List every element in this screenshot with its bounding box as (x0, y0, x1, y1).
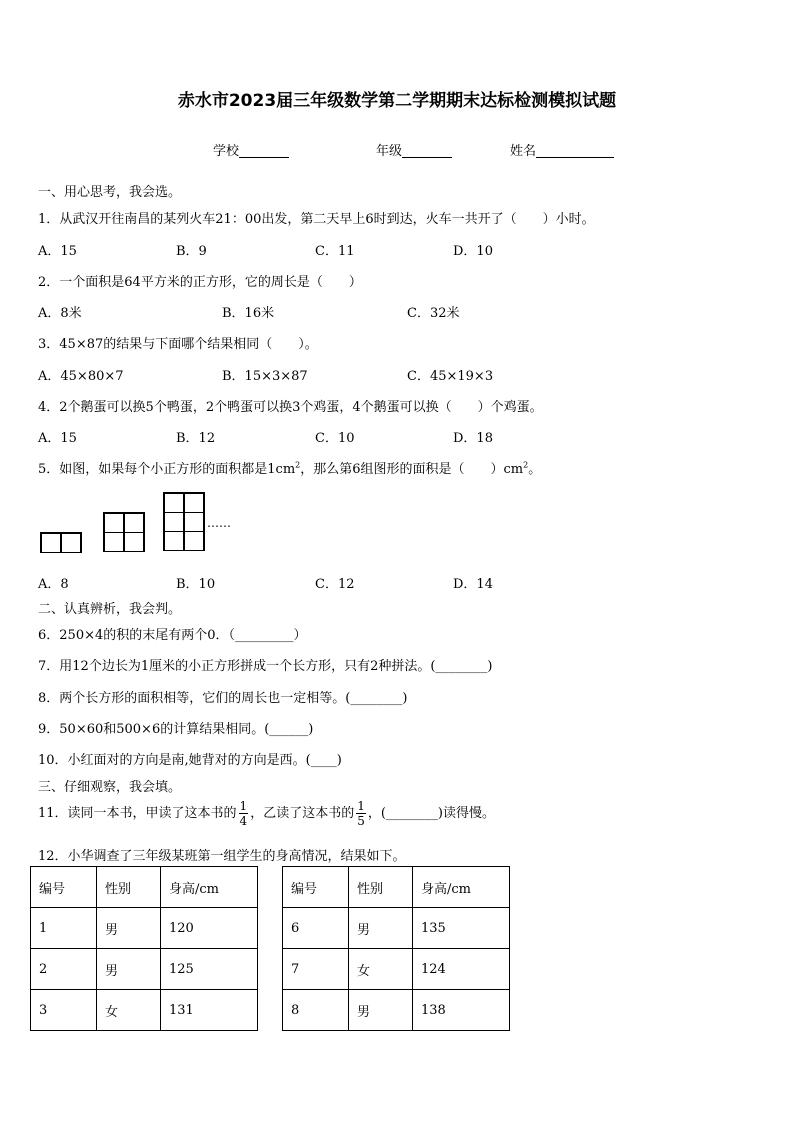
header-number: 编号 (31, 867, 97, 908)
q3-option-b: B．15×3×87 (222, 369, 308, 384)
grade-field (376, 140, 452, 159)
name-blank[interactable] (536, 143, 614, 158)
figure-group-2 (103, 512, 145, 552)
q11-text-a: 11．读同一本书，甲读了这本书的 (38, 806, 237, 821)
grade-label: 年级 (376, 144, 403, 159)
question-5 (38, 458, 541, 477)
q4-option-a: A．15 (38, 431, 77, 446)
q1-option-d: D．10 (453, 244, 493, 259)
school-field (213, 140, 289, 159)
q5-option-d: D．14 (453, 577, 493, 592)
header-height: 身高/cm (161, 867, 258, 908)
height-table-left (30, 866, 258, 1031)
question-10: 10．小红面对的方向是南,她背对的方向是西。(____) (38, 753, 342, 768)
table-row: 1 男 120 (31, 908, 258, 949)
q2-option-c: C．32米 (407, 306, 460, 321)
question-11 (38, 796, 495, 832)
table-row: 7 女 124 (283, 949, 510, 990)
school-label: 学校 (213, 144, 240, 159)
q1-option-b: B．9 (176, 244, 207, 259)
q11-text-c: ，(________)读得慢。 (367, 806, 495, 821)
q5-text-b: ，那么第6组图形的面积是（ ）cm (300, 462, 524, 477)
q2-option-a: A．8米 (38, 306, 82, 321)
q11-text-b: ，乙读了这本书的 (250, 806, 355, 821)
question-1: 1．从武汉开往南昌的某列火车21：00出发，第二天早上6时到达，火车一共开了（ ）小时。 (38, 212, 595, 227)
table-header-row (31, 867, 258, 908)
question-6: 6．250×4的积的末尾有两个0．（_________） (38, 628, 307, 643)
section-1-heading: 一、用心思考，我会选。 (38, 185, 182, 200)
question-7: 7．用12个边长为1厘米的小正方形拼成一个长方形，只有2种拼法。(________) (38, 659, 493, 674)
q5-option-b: B．10 (176, 577, 216, 592)
header-height: 身高/cm (413, 867, 510, 908)
table-row: 8 男 138 (283, 990, 510, 1031)
q5-sup-2: 2 (523, 460, 529, 470)
question-3: 3．45×87的结果与下面哪个结果相同（ ）。 (38, 337, 318, 352)
q3-option-a: A．45×80×7 (38, 369, 124, 384)
q3-option-c: C．45×19×3 (407, 369, 494, 384)
page-title: 赤水市2023届三年级数学第二学期期末达标检测模拟试题 (177, 91, 617, 111)
table-row: 3 女 131 (31, 990, 258, 1031)
header-gender: 性别 (97, 867, 161, 908)
q1-option-a: A．15 (38, 244, 77, 259)
question-4: 4．2个鹅蛋可以换5个鸭蛋，2个鸭蛋可以换3个鸡蛋，4个鹅蛋可以换（ ）个鸡蛋。 (38, 400, 543, 415)
question-12: 12．小华调查了三年级某班第一组学生的身高情况，结果如下。 (38, 849, 406, 864)
question-2: 2．一个面积是64平方米的正方形，它的周长是（ ） (38, 275, 362, 290)
fraction-one-quarter: $\frac{1}{4}$ (239, 799, 248, 828)
section-3-heading: 三、仔细观察，我会填。 (38, 780, 182, 795)
name-label: 姓名 (510, 144, 537, 159)
table-row: 6 男 135 (283, 908, 510, 949)
q5-option-a: A．8 (38, 577, 69, 592)
header-number: 编号 (283, 867, 349, 908)
section-2-heading: 二、认真辨析，我会判。 (38, 602, 182, 617)
table-header-row (283, 867, 510, 908)
name-field (510, 140, 614, 159)
question-8: 8．两个长方形的面积相等，它们的周长也一定相等。(________) (38, 691, 408, 706)
q4-option-d: D．18 (453, 431, 493, 446)
grade-blank[interactable] (402, 143, 452, 158)
q5-text-c: 。 (528, 462, 542, 477)
header-gender: 性别 (349, 867, 413, 908)
q5-text-a: 5．如图，如果每个小正方形的面积都是1cm (38, 462, 296, 477)
q1-option-c: C．11 (315, 244, 355, 259)
q2-option-b: B．16米 (222, 306, 275, 321)
height-table-right (282, 866, 510, 1031)
table-row: 2 男 125 (31, 949, 258, 990)
q5-option-c: C．12 (315, 577, 355, 592)
figure-ellipsis: …… (207, 516, 231, 530)
figure-group-1 (40, 532, 82, 553)
q4-option-c: C．10 (315, 431, 355, 446)
question-9: 9．50×60和500×6的计算结果相同。(______) (38, 722, 314, 737)
q5-sup-1: 2 (295, 460, 301, 470)
school-blank[interactable] (239, 143, 289, 158)
q4-option-b: B．12 (176, 431, 216, 446)
figure-group-3 (163, 492, 205, 551)
fraction-one-fifth: $\frac{1}{5}$ (357, 799, 365, 828)
